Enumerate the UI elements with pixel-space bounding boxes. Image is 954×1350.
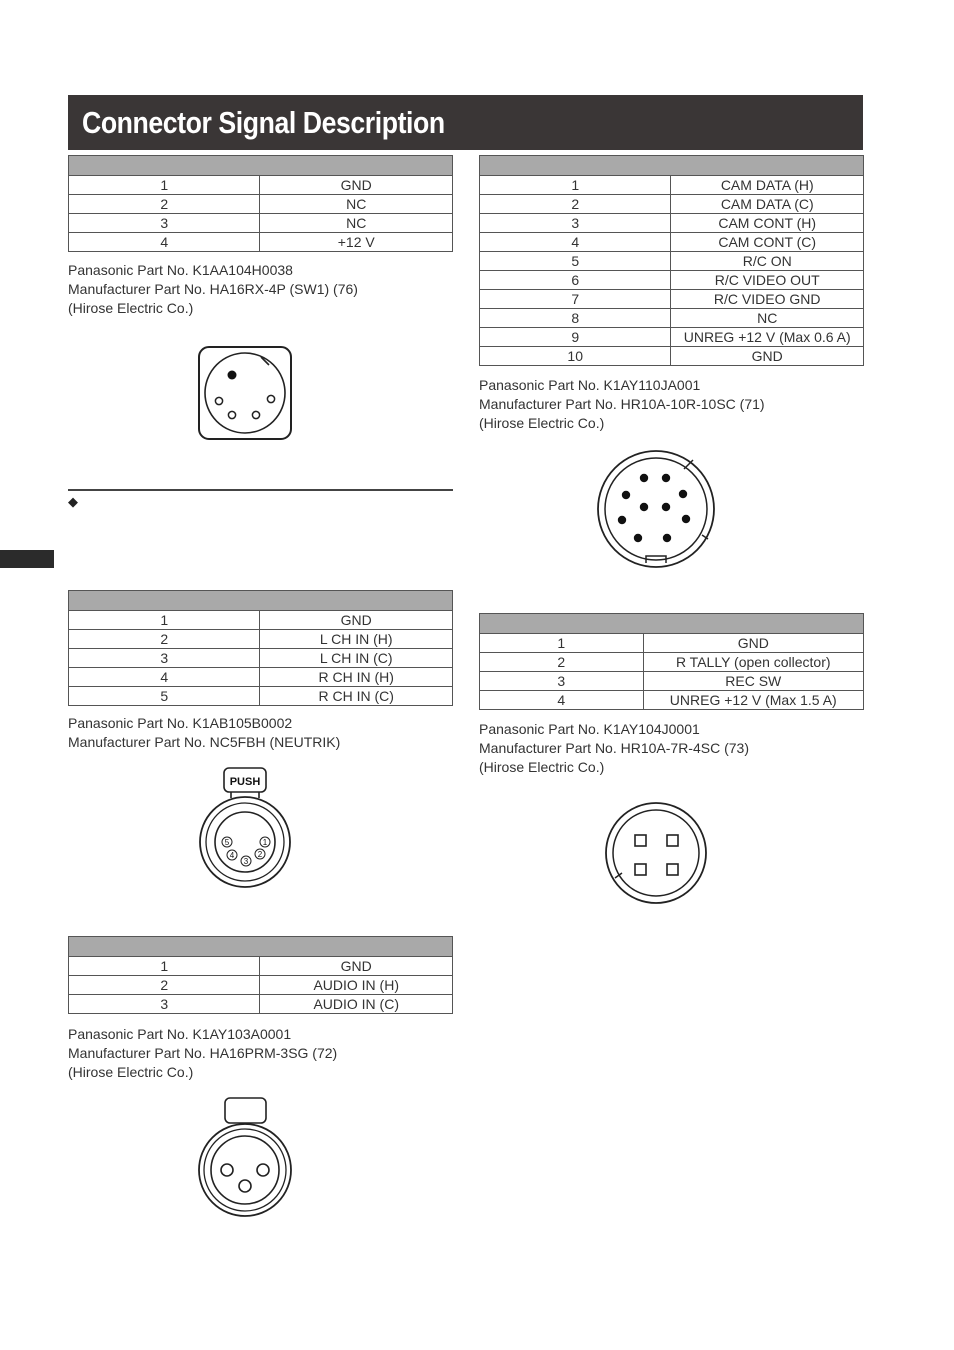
diamond-icon: ◆	[68, 494, 78, 509]
part-note-line: Panasonic Part No. K1AB105B0002	[68, 715, 293, 731]
signal-name-cell: CAM CONT (H)	[671, 214, 864, 233]
part-note-line: (Hirose Electric Co.)	[479, 759, 605, 776]
signal-name-cell: GND	[260, 957, 453, 976]
table-row	[69, 687, 453, 706]
table-row	[69, 176, 453, 195]
pin-number-cell: 3	[69, 214, 260, 233]
lens-connector-diagram	[603, 800, 709, 906]
table-row	[480, 252, 864, 271]
title-bar	[68, 95, 863, 150]
signal-name-cell: L CH IN (H)	[260, 630, 453, 649]
table-row	[69, 995, 453, 1014]
part-note-line: Panasonic Part No. K1AY104J0001	[479, 721, 700, 737]
remote-pin-table	[479, 155, 864, 366]
side-tab-marker	[0, 550, 54, 568]
signal-name-cell: NC	[260, 214, 453, 233]
pin-number-5: 5	[224, 838, 230, 847]
lens-pin-table	[479, 613, 864, 710]
table-row	[480, 691, 864, 710]
pin-number-cell: 6	[480, 271, 671, 290]
page-title: Connector Signal Description	[82, 104, 445, 140]
table-row	[69, 649, 453, 668]
signal-name-cell: L CH IN (C)	[260, 649, 453, 668]
part-note-line: Panasonic Part No. K1AA104H0038	[68, 262, 293, 278]
part-note-line: (Hirose Electric Co.)	[68, 1064, 194, 1081]
pin-number-cell: 2	[69, 976, 260, 995]
table-row	[480, 290, 864, 309]
table-row	[480, 214, 864, 233]
pin-number-cell: 9	[480, 328, 671, 347]
pin-number-cell: 3	[480, 214, 671, 233]
pin-number-cell: 3	[69, 995, 260, 1014]
table-header	[480, 614, 864, 634]
mic-in-part-notes	[68, 1025, 337, 1083]
dc-in-part-notes	[68, 261, 358, 319]
signal-name-cell: UNREG +12 V (Max 0.6 A)	[671, 328, 864, 347]
pin-number-cell: 7	[480, 290, 671, 309]
remote-part-notes	[479, 376, 765, 434]
table-row	[480, 634, 864, 653]
signal-name-cell: UNREG +12 V (Max 1.5 A)	[643, 691, 864, 710]
pin-number-cell: 1	[480, 176, 671, 195]
signal-name-cell: R CH IN (C)	[260, 687, 453, 706]
table-header	[480, 156, 864, 176]
pin-number-cell: 2	[69, 630, 260, 649]
table-row	[69, 957, 453, 976]
table-row	[69, 195, 453, 214]
pin-number-cell: 4	[480, 233, 671, 252]
push-label: PUSH	[229, 776, 261, 788]
signal-name-cell: GND	[260, 176, 453, 195]
part-note-line: Manufacturer Part No. HR10A-7R-4SC (73)	[479, 740, 749, 757]
part-note-line: Manufacturer Part No. NC5FBH (NEUTRIK)	[68, 734, 341, 751]
pin-number-cell: 1	[69, 957, 260, 976]
signal-name-cell: GND	[643, 634, 864, 653]
dc-in-connector-diagram	[195, 343, 297, 443]
pin-number-3: 3	[243, 857, 249, 866]
signal-name-cell: GND	[671, 347, 864, 366]
signal-name-cell: R/C ON	[671, 252, 864, 271]
table-row	[69, 611, 453, 630]
table-row	[480, 309, 864, 328]
pin-number-cell: 4	[480, 691, 644, 710]
pin-number-cell: 10	[480, 347, 671, 366]
signal-name-cell: AUDIO IN (H)	[260, 976, 453, 995]
signal-name-cell: R/C VIDEO OUT	[671, 271, 864, 290]
pin-number-4: 4	[229, 851, 235, 860]
part-note-line: Panasonic Part No. K1AY103A0001	[68, 1026, 292, 1042]
audio-in-pin-table	[68, 590, 453, 706]
signal-name-cell: AUDIO IN (C)	[260, 995, 453, 1014]
signal-name-cell: R CH IN (H)	[260, 668, 453, 687]
lens-part-notes	[479, 720, 749, 778]
pin-number-cell: 4	[69, 233, 260, 252]
table-row	[480, 271, 864, 290]
signal-name-cell: REC SW	[643, 672, 864, 691]
mic-in-connector-diagram	[195, 1095, 295, 1220]
part-note-line: (Hirose Electric Co.)	[68, 300, 194, 317]
table-row	[69, 976, 453, 995]
pin-number-cell: 3	[69, 649, 260, 668]
signal-name-cell: R/C VIDEO GND	[671, 290, 864, 309]
signal-name-cell: NC	[260, 195, 453, 214]
table-row	[480, 195, 864, 214]
part-note-line: Panasonic Part No. K1AY110JA001	[479, 377, 701, 393]
pin-number-cell: 2	[69, 195, 260, 214]
table-row	[480, 176, 864, 195]
signal-name-cell: NC	[671, 309, 864, 328]
table-row	[69, 214, 453, 233]
table-row	[69, 668, 453, 687]
table-row	[69, 233, 453, 252]
remote-connector-diagram	[594, 447, 718, 571]
pin-number-cell: 3	[480, 672, 644, 691]
pin-number-cell: 5	[480, 252, 671, 271]
section-rule	[68, 489, 453, 491]
pin-number-cell: 1	[69, 176, 260, 195]
table-row	[480, 328, 864, 347]
pin-number-cell: 1	[69, 611, 260, 630]
pin-number-cell: 8	[480, 309, 671, 328]
audio-in-connector-diagram	[195, 765, 295, 890]
table-row	[480, 653, 864, 672]
pin-number-cell: 4	[69, 668, 260, 687]
pin-number-1: 1	[262, 838, 268, 847]
signal-name-cell: +12 V	[260, 233, 453, 252]
table-header	[69, 937, 453, 957]
pin-number-cell: 5	[69, 687, 260, 706]
table-row	[69, 630, 453, 649]
pin-number-cell: 2	[480, 653, 644, 672]
part-note-line: (Hirose Electric Co.)	[479, 415, 605, 432]
signal-name-cell: CAM CONT (C)	[671, 233, 864, 252]
part-note-line: Manufacturer Part No. HR10A-10R-10SC (71)	[479, 396, 765, 413]
table-header	[69, 591, 453, 611]
table-row	[480, 347, 864, 366]
mic-in-pin-table	[68, 936, 453, 1014]
table-row	[480, 233, 864, 252]
signal-name-cell: R TALLY (open collector)	[643, 653, 864, 672]
dc-in-pin-table	[68, 155, 453, 252]
signal-name-cell: CAM DATA (H)	[671, 176, 864, 195]
part-note-line: Manufacturer Part No. HA16PRM-3SG (72)	[68, 1045, 338, 1062]
signal-name-cell: GND	[260, 611, 453, 630]
table-header	[69, 156, 453, 176]
pin-number-2: 2	[257, 850, 263, 859]
part-note-line: Manufacturer Part No. HA16RX-4P (SW1) (76)	[68, 281, 358, 298]
table-row	[480, 672, 864, 691]
audio-in-part-notes	[68, 714, 340, 752]
signal-name-cell: CAM DATA (C)	[671, 195, 864, 214]
pin-number-cell: 1	[480, 634, 644, 653]
pin-number-cell: 2	[480, 195, 671, 214]
